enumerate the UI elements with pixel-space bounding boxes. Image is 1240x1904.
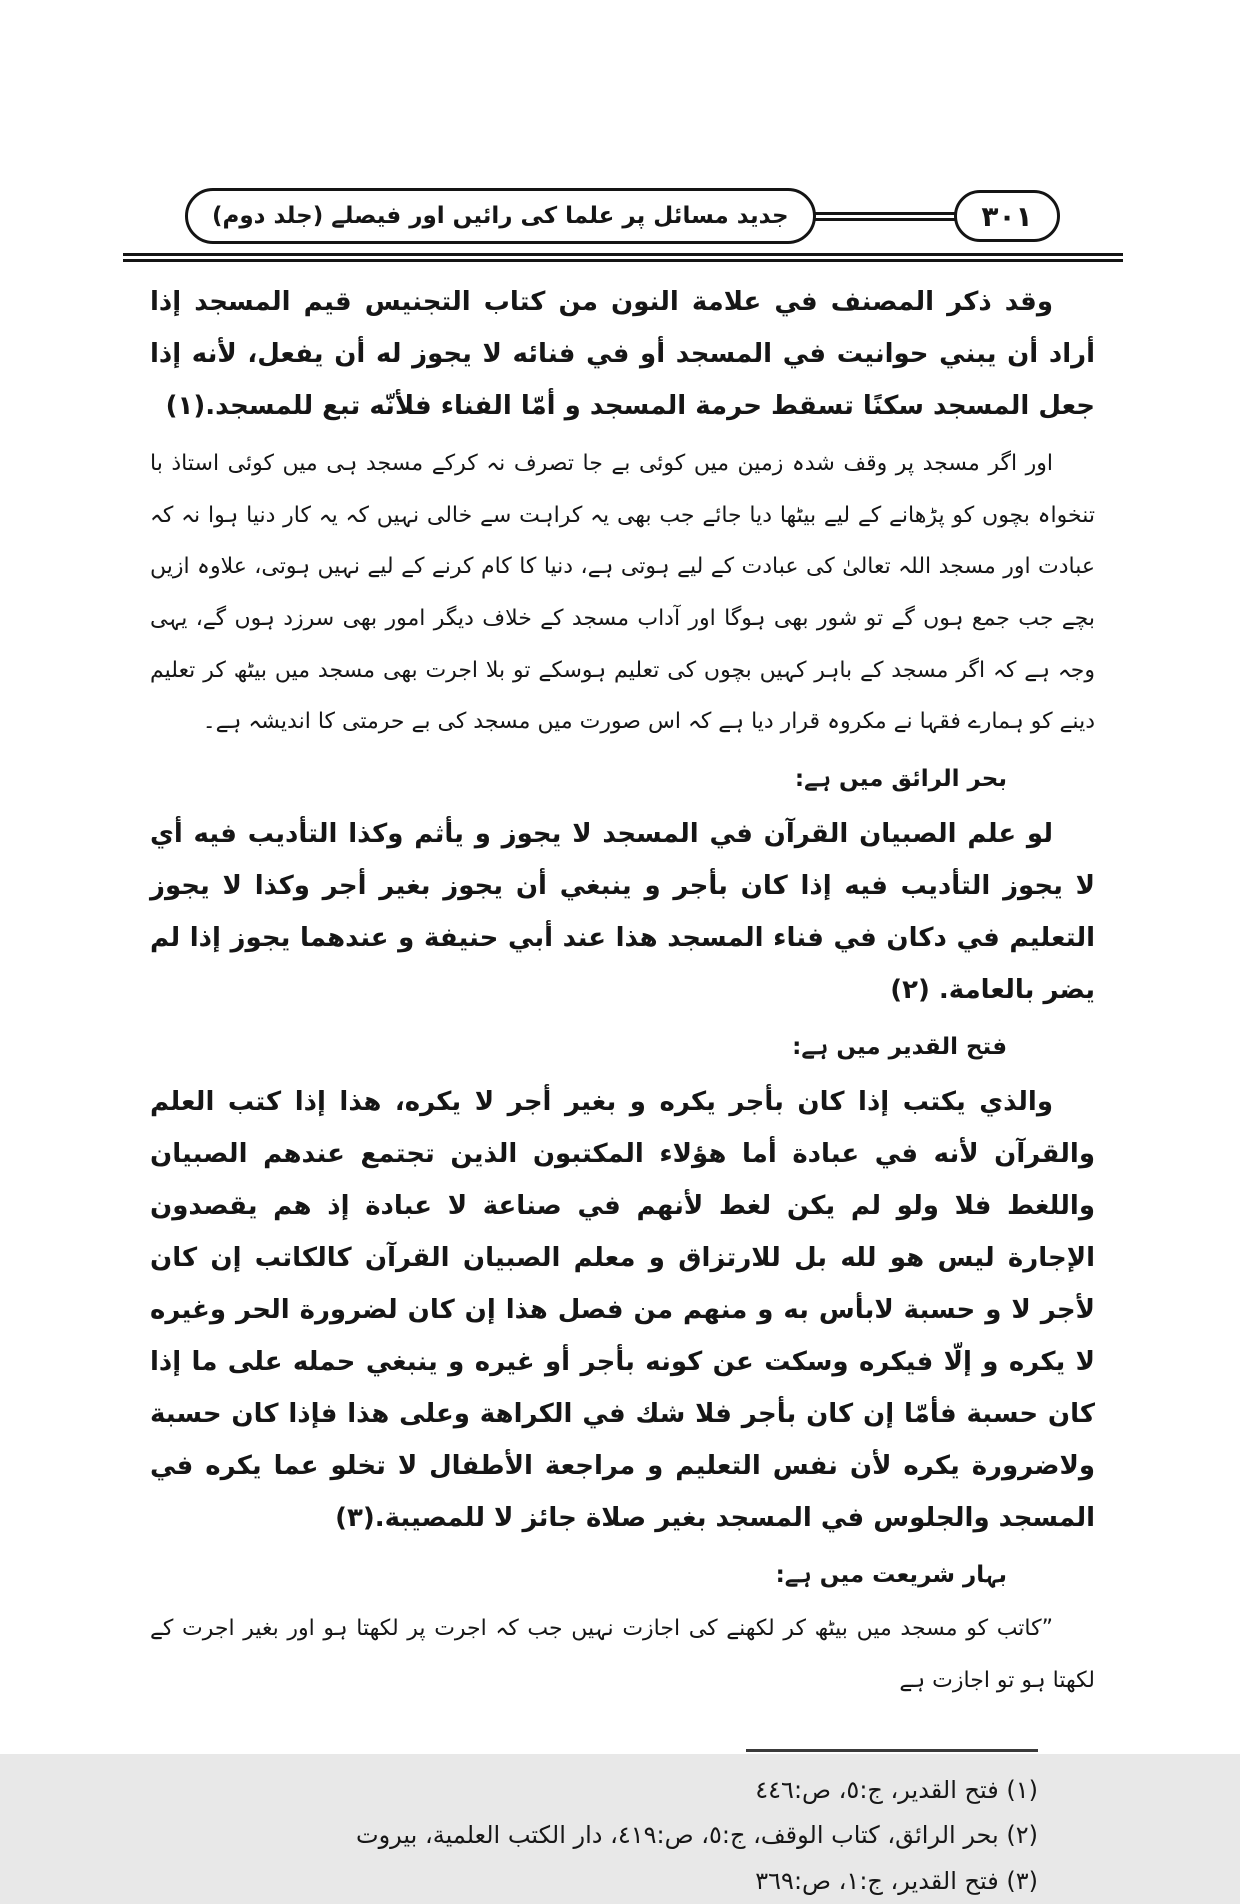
book-title-cartouche <box>185 188 816 244</box>
paragraph-urdu-commentary: اور اگر مسجد پر وقف شدہ زمین میں کوئی بے جا تصرف نہ کرکے مسجد ہی میں کوئی استاذ با تنخواہ بچوں کو پڑھانے کے لیے بیٹھا دیا جائے جب بھی یہ کراہت سے خالی نہیں کہ یہ کار دنیا ہوا نہ کہ عبادت اور مسجد اللہ تعالیٰ کی عبادت کے لیے ہوتی ہے، دنیا کا کام کرنے کے لیے نہیں ہوتی، علاوہ ازیں بچے جب جمع ہوں گے تو شور بھی ہوگا اور آداب مسجد کے خلاف دیگر امور بھی سرزد ہوں گے، یہی وجہ ہے کہ اگر مسجد کے باہر کہیں بچوں کی تعلیم ہوسکے تو بلا اجرت بھی مسجد میں بیٹھ کر تعلیم دینے کو ہمارے فقہا نے مکروہ قرار دیا ہے کہ اس صورت میں مسجد کی بے حرمتی کا اندیشہ ہے۔ <box>150 451 1095 735</box>
footnote-1: (١) فتح القدير، ج:٥، ص:٤٤٦ <box>755 1775 1038 1804</box>
heading-fath-qadir: فتح القدیر میں ہے: <box>792 1033 1007 1060</box>
footnotes-section <box>150 1749 1095 1904</box>
page-body <box>150 276 1095 1707</box>
header-connector-rule <box>813 212 957 221</box>
paragraph-arabic-tajnis: وقد ذكر المصنف في علامة النون من كتاب التجنيس قيم المسجد إذا أراد أن يبني حوانيت في المسجد أو في فنائه لا يجوز له أن يفعل، لأنه إذا جعل المسجد سكنًا تسقط حرمة المسجد و أمّا الفناء فلأنّه تبع للمسجد.(١) <box>150 287 1095 421</box>
quote-bahar-shariat-urdu: ”کاتب کو مسجد میں بیٹھ کر لکھنے کی اجازت نہیں جب کہ اجرت پر لکھتا ہو اور بغیر اجرت کے لکھتا ہو تو اجازت ہے <box>150 1616 1095 1693</box>
footnote-separator-rule <box>746 1749 1038 1752</box>
page-header <box>185 188 1060 244</box>
footnote-2: (٢) بحر الرائق، كتاب الوقف، ج:٥، ص:٤١٩، دار الكتب العلمية، بيروت <box>355 1821 1038 1850</box>
footnote-3: (٣) فتح القدير، ج:١، ص:٣٦٩ <box>755 1866 1038 1895</box>
page-number: ٣٠١ <box>981 199 1033 233</box>
heading-bahr-raiq: بحر الرائق میں ہے: <box>794 766 1007 793</box>
header-divider-rule <box>123 253 1123 262</box>
quote-bahr-raiq-arabic: لو علم الصبيان القرآن في المسجد لا يجوز و يأثم وكذا التأديب فيه أي لا يجوز التأديب فيه إذا كان بأجر و ينبغي أن يجوز بغير أجر وكذا لا يجوز التعليم في دكان في فناء المسجد هذا عند أبي حنيفة و عندهما يجوز إذا لم يضر بالعامة. (٢) <box>150 818 1095 1005</box>
book-title: جدید مسائل پر علما کی رائیں اور فیصلے (جلد دوم) <box>212 203 789 229</box>
quote-fath-qadir-arabic: والذي يكتب إذا كان بأجر يكره و بغير أجر لا يكره، هذا إذا كتب العلم والقرآن لأنه في عبادة أما هؤلاء المكتبون الذين تجتمع عندهم الصبيان واللغط فلا ولو لم يكن لغط لأنهم في صناعة لا عبادة إذ هم يقصدون الإجارة ليس هو لله بل للارتزاق و معلم الصبيان القرآن كالكاتب إن كان لأجر لا و حسبة لابأس به و منهم من فصل هذا إن كان لضرورة الحر وغيره لا يكره و إلّا فيكره وسكت عن كونه بأجر أو غيره و ينبغي حمله على ما إذا كان حسبة فأمّا إن كان بأجر فلا شك في الكراهة وعلى هذا فإذا كان حسبة ولاضرورة يكره لأن نفس التعليم و مراجعة الأطفال لا تخلو عما يكره في المسجد والجلوس في المسجد بغير صلاة جائز لا للمصيبة.(٣) <box>150 1086 1095 1533</box>
page-number-badge <box>954 190 1060 242</box>
heading-bahar-shariat: بہار شریعت میں ہے: <box>775 1561 1007 1588</box>
